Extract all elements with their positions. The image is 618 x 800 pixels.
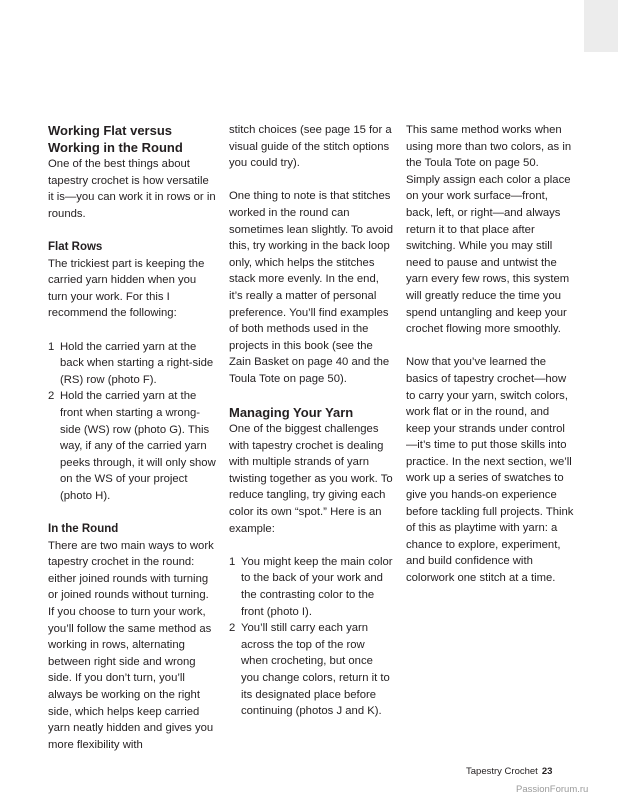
- subheading-flat-rows: Flat Rows: [48, 240, 103, 253]
- list-item: 2 You’ll still carry each yarn across the top of the row when crocheting, but once you change colors, return it to its designated place before continuing (photos J and K).: [229, 622, 390, 718]
- page-number: 23: [541, 766, 553, 777]
- page-footer: [466, 766, 552, 778]
- subheading-in-the-round: In the Round: [48, 523, 119, 536]
- flat-rows-paragraph: The trickiest part is keeping the carried yarn hidden when you turn your work. For this I recommend the following:: [48, 257, 205, 320]
- watermark: PassionForum.ru: [516, 784, 589, 795]
- running-book-title: Tapestry Crochet: [466, 766, 538, 777]
- list-item: 2 Hold the carried yarn at the front when starting a wrong-side (WS) row (photo G). This way, if any of the carried yarn peeks through, it will only show on the WS of your project (photo H).: [48, 390, 216, 502]
- flat-rows-list: [48, 339, 216, 505]
- page-corner-tab: [584, 0, 618, 52]
- next-section-paragraph: Now that you’ve learned the basics of tapestry crochet—how to carry your yarn, switch colors, work flat or in the round, and keep your strands under control—it’s time to put those skills into practice. In the next section, we’ll work up a series of swatches to give you hands-on experience before tackling full projects. Think of this as playtime with yarn: a chance to explore, experiment, and build confidence with colorwork one stitch at a time.: [406, 356, 574, 585]
- section-heading-managing-yarn: Managing Your Yarn: [229, 405, 354, 421]
- column-1: [48, 122, 216, 753]
- managing-yarn-paragraph: One of the biggest challenges with tapestry crochet is dealing with multiple strands of yarn twisting together as you work. To reduce tangling, try giving each color its own “spot.” Here is an example:: [229, 423, 393, 535]
- intro-paragraph: One of the best things about tapestry crochet is how versatile it is—you can work it in rows or in rounds.: [48, 158, 216, 220]
- colors-method-paragraph: This same method works when using more than two colors, as in the Toula Tote on page 50. Simply assign each color a place on your work surface—front, back, left, or right—and always return it to that place after switching. While you may still need to pause and untwist the yarn every few rows, this system will greatly reduce the time you spend untangling and keep your crochet flowing more smoothly.: [406, 124, 572, 336]
- section-heading-working-flat: Working Flat versus Working in the Round: [48, 123, 183, 155]
- column-3: [406, 122, 574, 587]
- continued-paragraph: stitch choices (see page 15 for a visual guide of the stitch options you could try).: [229, 124, 392, 170]
- list-item: 1 You might keep the main color to the back of your work and the contrasting color to the front (photo I).: [229, 555, 393, 618]
- list-item: 1 Hold the carried yarn at the back when starting a right-side (RS) row (photo F).: [48, 340, 214, 386]
- column-2: [229, 122, 394, 720]
- lean-note-paragraph: One thing to note is that stitches worked in the round can sometimes lean slightly. To avoid this, try working in the back loop only, which helps the stitches stack more evenly. In the end, it’s really a matter of personal preference. You’ll find examples of both methods used in the projects in this book (see the Zain Basket on page 40 and the Toula Tote on page 50).: [229, 190, 394, 385]
- managing-yarn-list: [229, 554, 394, 720]
- in-the-round-paragraph: There are two main ways to work tapestry crochet in the round: either joined rounds with turning or joined rounds without turning. If you choose to turn your work, you’ll follow the same method as working in rows, alternating between right side and wrong side. If you don’t turn, you’ll always be working on the right side, which helps keep carried yarn neatly hidden and gives you more flexibility with: [48, 539, 214, 751]
